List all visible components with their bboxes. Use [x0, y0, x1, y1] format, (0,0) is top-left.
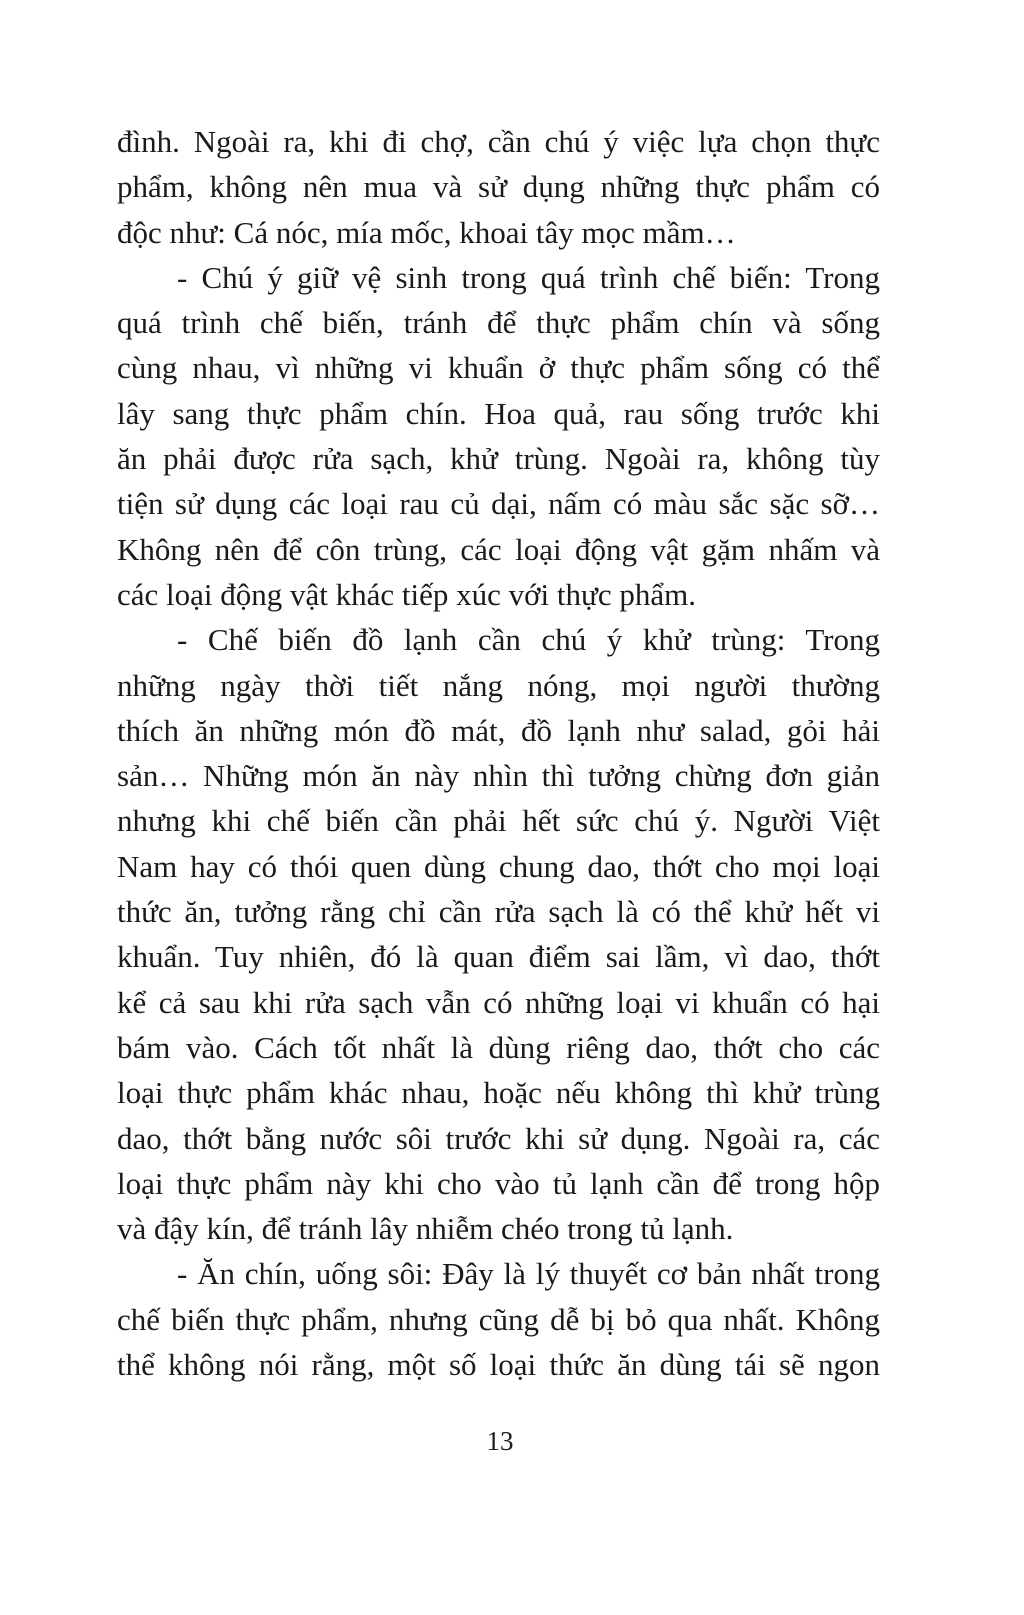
- text-line: cùng nhau, vì những vi khuẩn ở thực phẩm sống có thể: [117, 350, 880, 386]
- text-line: - Ăn chín, uống sôi: Đây là lý thuyết cơ bản nhất trong: [177, 1256, 880, 1292]
- text-line: chế biến thực phẩm, nhưng cũng dễ bị bỏ qua nhất. Không: [117, 1301, 880, 1337]
- text-line: lây sang thực phẩm chín. Hoa quả, rau sống trước khi: [117, 395, 880, 431]
- text-line: nhưng khi chế biến cần phải hết sức chú ý. Người Việt: [117, 803, 880, 839]
- page-number: 13: [486, 1426, 514, 1456]
- text-line: và đậy kín, để tránh lây nhiễm chéo trong tủ lạnh.: [117, 1211, 734, 1247]
- paragraph-1: [117, 119, 880, 255]
- paragraph-4: [117, 1251, 880, 1387]
- text-line: ăn phải được rửa sạch, khử trùng. Ngoài ra, không tùy: [117, 441, 880, 477]
- text-line: loại thực phẩm khác nhau, hoặc nếu không thì khử trùng: [117, 1075, 880, 1111]
- text-line: kể cả sau khi rửa sạch vẫn có những loại vi khuẩn có hại: [117, 984, 880, 1020]
- page-body: [117, 119, 880, 1387]
- text-line: độc như: Cá nóc, mía mốc, khoai tây mọc mầm…: [117, 214, 736, 250]
- text-line: loại thực phẩm này khi cho vào tủ lạnh cần để trong hộp: [117, 1165, 880, 1201]
- paragraph-3: [117, 617, 880, 1251]
- text-line: những ngày thời tiết nắng nóng, mọi người thường: [117, 667, 880, 703]
- text-line: đình. Ngoài ra, khi đi chợ, cần chú ý việc lựa chọn thực: [117, 124, 880, 159]
- text-line: thể không nói rằng, một số loại thức ăn dùng tái sẽ ngon: [117, 1347, 880, 1383]
- text-line: các loại động vật khác tiếp xúc với thực phẩm.: [117, 576, 696, 612]
- text-line: phẩm, không nên mua và sử dụng những thực phẩm có: [117, 169, 880, 205]
- text-line: thích ăn những món đồ mát, đồ lạnh như salad, gỏi hải: [117, 712, 880, 748]
- text-line: tiện sử dụng các loại rau củ dại, nấm có màu sắc sặc sỡ…: [117, 486, 880, 522]
- text-line: - Chế biến đồ lạnh cần chú ý khử trùng: Trong: [177, 622, 880, 658]
- text-line: thức ăn, tưởng rằng chỉ cần rửa sạch là có thể khử hết vi: [117, 894, 880, 930]
- text-line: dao, thớt bằng nước sôi trước khi sử dụng. Ngoài ra, các: [117, 1120, 880, 1156]
- text-line: quá trình chế biến, tránh để thực phẩm chín và sống: [117, 305, 880, 341]
- text-line: - Chú ý giữ vệ sinh trong quá trình chế biến: Trong: [177, 259, 880, 295]
- text-line: bám vào. Cách tốt nhất là dùng riêng dao, thớt cho các: [117, 1029, 880, 1065]
- text-line: khuẩn. Tuy nhiên, đó là quan điểm sai lầm, vì dao, thớt: [117, 939, 880, 975]
- paragraph-2: [117, 255, 880, 617]
- text-line: Không nên để côn trùng, các loại động vật gặm nhấm và: [117, 531, 880, 567]
- text-line: Nam hay có thói quen dùng chung dao, thớt cho mọi loại: [117, 848, 880, 884]
- text-line: sản… Những món ăn này nhìn thì tưởng chừng đơn giản: [117, 758, 880, 794]
